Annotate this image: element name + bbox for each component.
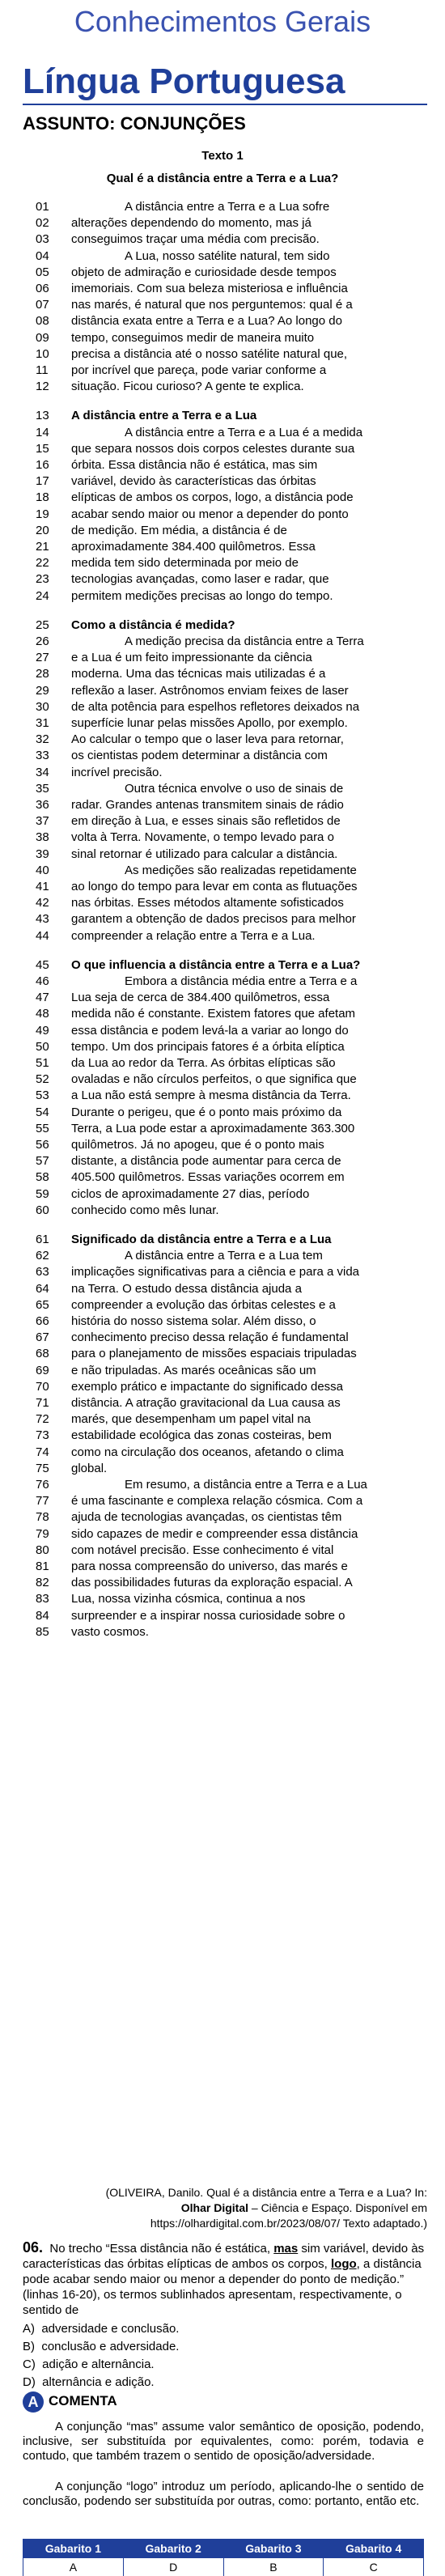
text-line [0,248,445,265]
text-line [0,1330,445,1346]
text-line [0,1493,445,1509]
text-line [0,1624,445,1640]
line-number: 06 [36,282,49,295]
line-number: 24 [36,588,49,603]
text-line [0,297,445,313]
line-text: compreender a evolução das órbitas celestes e a [71,1297,336,1312]
line-text: distante, a distância pode aumentar para cerca de [71,1154,341,1169]
line-text: medida tem sido determinada por meio de [71,556,299,571]
source-line-1: (OLIVEIRA, Danilo. Qual é a distância entre a Terra e a Lua? In: [105,2186,427,2199]
text-line [0,1264,445,1280]
line-number: 07 [36,298,49,312]
text-line [0,555,445,571]
text-section-heading [0,408,445,424]
texto-label: Texto 1 [201,149,244,163]
line-text: situação. Ficou curioso? A gente te explica. [71,380,304,394]
source-line-3: https://olhardigital.com.br/2023/08/07/ Texto adaptado.) [150,2217,427,2230]
text-line [0,588,445,605]
line-number: 09 [36,330,49,345]
text-line [0,1281,445,1297]
line-text: global. [71,1461,108,1475]
line-text: que separa nossos dois corpos celestes durante sua [71,441,355,456]
line-text: tecnologias avançadas, como laser e radar, que [71,572,329,587]
text-line [0,1346,445,1362]
line-number: 37 [36,814,49,829]
line-text: 405.500 quilômetros. Essas variações ocorrem em [71,1170,345,1185]
option-c[interactable] [23,2357,155,2372]
text-line [0,1379,445,1395]
line-text: A distância entre a Terra e a Lua tem [125,1249,323,1263]
line-text: e não tripuladas. As marés oceânicas são um [71,1363,316,1377]
line-number: 67 [36,1330,49,1345]
question-text-part: sim variável, devido às características das órbitas elípticas de ambos os corpos, [23,2242,425,2271]
line-text: Durante o perigeu, que é o ponto mais próximo da [71,1105,342,1119]
text-line [0,539,445,555]
text-line [0,281,445,297]
line-number: 75 [36,1461,49,1475]
text-line [0,1411,445,1428]
line-number: 45 [36,957,49,972]
text-line [0,1023,445,1039]
text-line [0,379,445,395]
option-letter: C) [23,2357,36,2371]
text-line [0,313,445,329]
line-text: distância exata entre a Terra e a Lua? Ao longo do [71,314,342,329]
source-citation [32,2185,427,2231]
text-line [0,683,445,699]
option-letter: A) [23,2322,35,2336]
line-text: implicações significativas para a ciência e para a vida [71,1265,360,1280]
text-line [0,1591,445,1607]
line-text: sinal retornar é utilizado para calcular a distância. [71,847,338,861]
text-line [0,911,445,927]
line-number: 50 [36,1039,49,1054]
text-line [0,363,445,379]
line-text: tempo. Um dos principais fatores é a órbita elíptica [71,1039,345,1054]
text-line [0,199,445,215]
line-text: Lua, nossa vizinha cósmica, continua a nos [71,1592,306,1606]
line-number: 48 [36,1007,49,1021]
option-letter: D) [23,2375,36,2389]
line-number: 60 [36,1203,49,1217]
source-line-2 [32,2200,427,2216]
underlined-term-logo: logo [331,2257,357,2271]
line-number: 18 [36,490,49,505]
line-text: compreender a relação entre a Terra e a Lua. [71,928,316,943]
text-line [0,813,445,830]
line-number: 71 [36,1396,49,1410]
line-number: 52 [36,1072,49,1087]
line-text: ovaladas e não círculos perfeitos, o que significa que [71,1072,357,1087]
line-number: 14 [36,425,49,439]
text-line [0,330,445,346]
text-line [0,457,445,473]
comenta-paragraph-1: A conjunção “mas” assume valor semântico de oposição, podendo, inclusive, ser substituída por equivalentes, como: porém, todavia e contudo, que também trazem o sentido de oposição/adversidade. [23,2420,424,2463]
line-text: A distância entre a Terra e a Lua sofre [125,200,330,214]
source-publisher: Olhar Digital [180,2201,248,2214]
text-line [0,1186,445,1203]
option-text: alternância e adição. [42,2375,155,2389]
line-number: 41 [36,880,49,893]
line-number: 35 [36,781,49,796]
text-line [0,215,445,231]
line-number: 74 [36,1445,49,1459]
text-line [0,1105,445,1121]
comenta-label: COMENTA [49,2393,117,2408]
line-text: estabilidade ecológica das zonas costeiras, bem [71,1428,332,1443]
line-text: das possibilidades futuras da exploração espacial. A [71,1576,353,1590]
line-text: Embora a distância média entre a Terra e a [125,974,358,988]
line-number: 53 [36,1089,49,1103]
line-number: 76 [36,1478,49,1492]
line-number: 61 [36,1233,49,1246]
line-text: Outra técnica envolve o uso de sinais de [125,781,344,796]
line-number: 42 [36,896,49,910]
text-line [0,1428,445,1444]
line-text: Ao calcular o tempo que o laser leva para retornar, [71,732,344,747]
line-text: volta à Terra. Novamente, o tempo levado para o [71,830,334,845]
line-text: conseguimos traçar uma média com precisão. [71,232,320,247]
text-line [0,895,445,911]
line-text: permitem medições precisas ao longo do tempo. [71,588,333,603]
line-number: 59 [36,1186,49,1201]
text-line [0,1608,445,1624]
line-text: Em resumo, a distância entre a Terra e a Lua [125,1478,367,1492]
question-text-part: , a distância pode acabar sendo maior ou menor a depender do ponto de medição.” (linhas 16-20), os termos sublinhados apresentam, respectivamente, o sentido de [23,2257,422,2317]
line-text: incrível precisão. [71,765,163,779]
line-text: precisa a distância até o nosso satélite natural que, [71,346,348,361]
section-header: Conhecimentos Gerais [74,5,371,38]
texto-title: Qual é a distância entre a Terra e a Lua? [106,172,339,185]
line-text: para nossa compreensão do universo, das marés e [71,1560,348,1573]
text-line [0,490,445,506]
text-line [0,1313,445,1330]
subject-title: Língua Portuguesa [23,62,345,101]
option-a[interactable] [23,2321,179,2336]
line-number: 44 [36,928,49,943]
line-text: ao longo do tempo para levar em conta as flutuações [71,880,358,893]
text-line [0,1169,445,1186]
text-section-heading [0,1232,445,1248]
line-text: alterações dependendo do momento, mas já [71,216,312,231]
line-number: 39 [36,847,49,861]
text-line [0,441,445,457]
text-line [0,231,445,248]
line-text: vasto cosmos. [71,1624,149,1639]
line-text: é uma fascinante e complexa relação cósmica. Com a [71,1494,363,1509]
line-number: 64 [36,1281,49,1296]
text-line [0,797,445,813]
line-number: 81 [36,1560,49,1573]
text-line [0,1006,445,1022]
line-number: 85 [36,1624,49,1639]
text-line [0,715,445,732]
line-text: A distância entre a Terra e a Lua [71,409,257,423]
line-number: 84 [36,1608,49,1623]
line-number: 11 [36,363,49,377]
line-text: A distância entre a Terra e a Lua é a medida [125,425,363,439]
gabarito-header: Gabarito 2 [123,2540,223,2558]
line-text: história do nosso sistema solar. Além disso, o [71,1314,316,1328]
text-section-heading [0,957,445,974]
text-line [0,346,445,363]
line-number: 49 [36,1023,49,1038]
line-text: As medições são realizadas repetidamente [125,863,357,877]
line-number: 05 [36,265,49,279]
line-text: A medição precisa da distância entre a Terra [125,634,364,648]
line-text: elípticas de ambos os corpos, logo, a distância pode [71,490,354,505]
text-line [0,1088,445,1104]
line-number: 46 [36,974,49,988]
text-line [0,1297,445,1313]
text-line [0,748,445,764]
line-number: 40 [36,863,49,877]
text-line [0,1509,445,1526]
text-line [0,1395,445,1411]
line-text: Terra, a Lua pode estar a aproximadamente 363.300 [71,1121,355,1135]
text-line [0,1137,445,1153]
line-text: marés, que desempenham um papel vital na [71,1412,312,1427]
line-text: superfície lunar pelas missões Apollo, por exemplo. [71,716,348,730]
line-number: 66 [36,1314,49,1328]
gabarito-value: D [123,2558,223,2576]
line-text: reflexão a laser. Astrônomos enviam feixes de laser [71,683,349,698]
line-text: com notável precisão. Esse conhecimento é vital [71,1543,334,1557]
line-number: 02 [36,216,49,231]
line-text: em direção à Lua, e esses sinais são refletidos de [71,814,341,829]
line-text: para o planejamento de missões espaciais tripuladas [71,1347,357,1361]
text-line [0,781,445,797]
line-text: como na circulação dos oceanos, afetando o clima [71,1445,344,1459]
gabarito-header: Gabarito 1 [23,2540,124,2558]
line-text: moderna. Uma das técnicas mais utilizadas é a [71,667,326,681]
text-line [0,1121,445,1137]
text-line [0,1153,445,1169]
assunto-label: ASSUNTO: CONJUNÇÕES [23,113,246,134]
text-line [0,1526,445,1543]
line-number: 47 [36,991,49,1005]
text-line [0,863,445,879]
line-text: da Lua ao redor da Terra. As órbitas elípticas são [71,1056,336,1070]
line-number: 79 [36,1526,49,1541]
gabarito-header: Gabarito 4 [324,2540,424,2558]
line-text: Significado da distância entre a Terra e a Lua [71,1233,332,1246]
line-number: 73 [36,1428,49,1443]
line-number: 26 [36,634,49,648]
line-number: 19 [36,507,49,521]
option-text: conclusão e adversidade. [41,2340,180,2353]
line-text: órbita. Essa distância não é estática, mas sim [71,458,318,472]
option-text: adversidade e conclusão. [41,2322,180,2336]
text-line [0,1363,445,1379]
line-text: objeto de admiração e curiosidade desde tempos [71,265,337,279]
text-line [0,974,445,990]
option-letter: B) [23,2340,35,2353]
line-number: 15 [36,441,49,456]
line-number: 25 [36,617,49,632]
line-text: de alta potência para espelhos refletores deixados na [71,699,360,714]
title-divider [23,104,427,105]
line-number: 65 [36,1297,49,1312]
line-number: 31 [36,716,49,730]
line-number: 04 [36,248,49,263]
text-line [0,699,445,715]
line-text: medida não é constante. Existem fatores que afetam [71,1007,356,1021]
text-line [0,1559,445,1575]
option-b[interactable] [23,2339,179,2354]
line-text: conhecido como mês lunar. [71,1203,219,1217]
line-number: 27 [36,651,49,665]
text-line [0,473,445,490]
comenta-icon: A [23,2391,44,2413]
line-text: exemplo prático e impactante do significado dessa [71,1379,344,1394]
gabarito-value: B [223,2558,324,2576]
line-number: 58 [36,1170,49,1185]
gabarito-value: A [23,2558,124,2576]
line-number: 29 [36,683,49,698]
text-line [0,425,445,441]
text-line [0,1039,445,1055]
line-number: 77 [36,1494,49,1509]
line-number: 32 [36,732,49,747]
line-text: imemoriais. Com sua beleza misteriosa e influência [71,282,348,295]
line-number: 20 [36,523,49,537]
line-number: 51 [36,1056,49,1070]
line-number: 56 [36,1138,49,1152]
line-number: 03 [36,232,49,247]
line-number: 12 [36,380,49,394]
line-number: 38 [36,830,49,845]
line-text: surpreender e a inspirar nossa curiosidade sobre o [71,1608,345,1623]
line-text: de medição. Em média, a distância é de [71,523,287,537]
text-line [0,1248,445,1264]
line-number: 17 [36,474,49,489]
line-number: 16 [36,458,49,472]
line-number: 54 [36,1105,49,1119]
text-line [0,1203,445,1219]
line-text: acabar sendo maior ou menor a depender do ponto [71,507,349,521]
option-d[interactable] [23,2374,155,2390]
line-number: 63 [36,1265,49,1280]
line-number: 30 [36,699,49,714]
line-number: 68 [36,1347,49,1361]
line-text: quilômetros. Já no apogeu, que é o ponto mais [71,1138,324,1152]
gabarito-value: C [324,2558,424,2576]
line-text: aproximadamente 384.400 quilômetros. Essa [71,540,316,554]
line-number: 82 [36,1576,49,1590]
line-text: nas marés, é natural que nos perguntemos: qual é a [71,298,353,312]
text-line [0,523,445,539]
comenta-paragraph-2: A conjunção “logo” introduz um período, aplicando-lhe o sentido de conclusão, podendo ser substituída por outras, como: portanto, então etc. [23,2480,424,2508]
line-number: 22 [36,556,49,571]
line-number: 70 [36,1379,49,1394]
text-line [0,732,445,748]
line-text: Como a distância é medida? [71,617,235,632]
text-line [0,571,445,588]
line-number: 55 [36,1121,49,1135]
line-number: 28 [36,667,49,681]
line-number: 23 [36,572,49,587]
line-text: conhecimento preciso dessa relação é fundamental [71,1330,349,1345]
line-text: Lua seja de cerca de 384.400 quilômetros, essa [71,991,330,1005]
line-number: 69 [36,1363,49,1377]
line-number: 13 [36,409,49,423]
text-line [0,1575,445,1591]
text-line [0,990,445,1006]
line-number: 10 [36,346,49,361]
line-text: ajuda de tecnologias avançadas, os cientistas têm [71,1510,342,1525]
text-line [0,1543,445,1559]
line-text: ciclos de aproximadamente 27 dias, período [71,1186,310,1201]
line-number: 83 [36,1592,49,1606]
underlined-term-mas: mas [273,2242,299,2256]
line-text: por incrível que pareça, pode variar conforme a [71,363,327,377]
line-number: 36 [36,798,49,812]
line-text: variável, devido às características das órbitas [71,474,316,489]
text-line [0,1055,445,1072]
text-line [0,1445,445,1461]
line-number: 34 [36,765,49,779]
line-text: e a Lua é um feito impressionante da ciência [71,651,312,665]
text-section-heading [0,617,445,634]
line-text: tempo, conseguimos medir de maneira muito [71,330,315,345]
source-section: – Ciência e Espaço. Disponível em [248,2201,427,2214]
text-line [0,634,445,650]
line-text: os cientistas podem determinar a distância com [71,749,328,763]
line-number: 80 [36,1543,49,1557]
text-line [0,830,445,846]
line-number: 33 [36,749,49,763]
line-text: a Lua não está sempre à mesma distância da Terra. [71,1089,351,1103]
text-line [0,765,445,781]
text-line [0,507,445,523]
line-number: 01 [36,200,49,214]
line-text: distância. A atração gravitacional da Lua causa as [71,1396,341,1410]
line-text: garantem a obtenção de dados precisos para melhor [71,912,356,927]
gabarito-table [23,2539,424,2576]
line-text: nas órbitas. Esses métodos altamente sofisticados [71,896,344,910]
text-line [0,1461,445,1477]
line-text: essa distância e podem levá-la a variar ao longo do [71,1023,349,1038]
text-line [0,666,445,682]
line-number: 43 [36,912,49,927]
line-text: O que influencia a distância entre a Terra e a Lua? [71,957,361,972]
line-number: 57 [36,1154,49,1169]
line-number: 21 [36,540,49,554]
text-line [0,265,445,281]
question-text-part: No trecho “Essa distância não é estática, [49,2242,274,2256]
line-number: 62 [36,1249,49,1263]
text-line [0,1477,445,1493]
line-text: na Terra. O estudo dessa distância ajuda a [71,1281,302,1296]
text-line [0,928,445,944]
line-number: 72 [36,1412,49,1427]
line-text: A Lua, nosso satélite natural, tem sido [125,248,330,263]
text-line [0,650,445,666]
question-stem [23,2240,427,2318]
option-text: adição e alternância. [42,2357,155,2371]
question-number: 06. [23,2239,44,2256]
line-text: radar. Grandes antenas transmitem sinais de rádio [71,798,344,812]
line-text: sido capazes de medir e compreender essa distância [71,1526,358,1541]
gabarito-header: Gabarito 3 [223,2540,324,2558]
line-number: 78 [36,1510,49,1525]
text-line [0,847,445,863]
text-line [0,1072,445,1088]
line-number: 08 [36,314,49,329]
text-line [0,879,445,895]
